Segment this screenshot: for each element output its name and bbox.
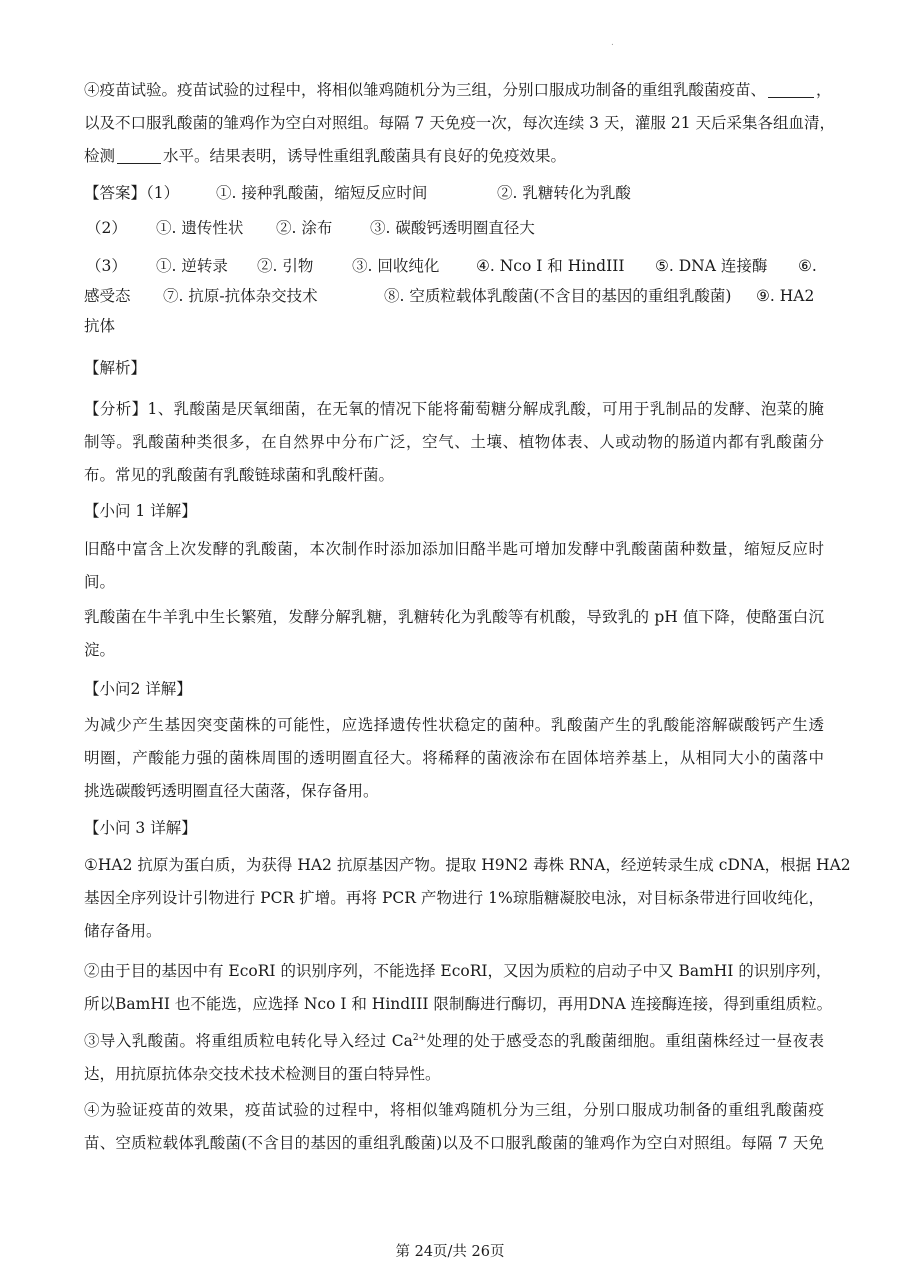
subquestion-3-paragraph-3: ③导入乳酸菌。将重组质粒电转化导入经过 $Ca^{2+}$处理的处于感受态的乳酸菌细胞。重组菌株经过一昼夜表 达，用抗原抗体杂交技术技术检测目的蛋白特异性。 (84, 1032, 824, 1083)
answer-item: ③. 回收纯化 (352, 257, 440, 275)
answer-label: 【答案】（1） (84, 184, 180, 202)
subquestion-3-paragraph-4: ④为验证疫苗的效果，疫苗试验的过程中，将相似雏鸡随机分为三组，分别口服成功制备的重组乳酸菌疫 苗、空质粒载体乳酸菌(不含目的基因的重组乳酸菌)以及不口服乳酸菌的雏鸡作为空白对照组。每隔 7 天免 (84, 1101, 824, 1152)
answer-blank (768, 79, 814, 98)
answer-row-5 (84, 310, 824, 343)
q4-line-3: 检测 水平。结果表明，诱导性重组乳酸菌具有良好的免疫效果。 (84, 147, 567, 165)
answer-item: ⑨. HA2 (756, 287, 815, 305)
answer-item: ⑤. DNA 连接酶 (655, 257, 768, 275)
answer-item: ⑧. 空质粒载体乳酸菌(不含目的基因的重组乳酸菌) (384, 287, 732, 305)
answer-row-4 (84, 280, 824, 313)
answer-item: ①. 逆转录 (156, 257, 228, 275)
answer-item: ⑥. (798, 257, 817, 275)
subquestion-2-title: 【小问2 详解】 (84, 680, 192, 698)
q4-line-1: ④疫苗试验。疫苗试验的过程中，将相似雏鸡随机分为三组，分别口服成功制备的重组乳酸菌疫苗、 ， (84, 81, 832, 99)
page-footer: 第 24页/共 26页 (395, 1244, 505, 1260)
subquestion-1-title: 【小问 1 详解】 (84, 502, 197, 520)
jiexi-heading: 【解析】 (84, 359, 147, 377)
subquestion-1-paragraph-2: 乳酸菌在牛羊乳中生长繁殖，发酵分解乳糖，乳糖转化为乳酸等有机酸，导致乳的 pH 值下降，使酪蛋白沉 淀。 (84, 608, 824, 659)
answer-item: 感受态 (84, 287, 131, 305)
subquestion-1-paragraph-1: 旧酪中富含上次发酵的乳酸菌，本次制作时添加添加旧酪半匙可增加发酵中乳酸菌菌种数量，缩短反应时 间。 (84, 540, 824, 591)
answer-item: ⑦. 抗原-抗体杂交技术 (163, 287, 318, 305)
answer-item: ③. 碳酸钙透明圈直径大 (370, 219, 535, 237)
answer-item: ①. 遗传性状 (156, 219, 244, 237)
answer-row-1 (84, 177, 824, 210)
answer-item: 抗体 (84, 317, 116, 335)
scan-dot: . (611, 38, 614, 48)
answer-label: （3） (86, 257, 127, 275)
question-4-block (84, 74, 836, 173)
subquestion-3-paragraph-2: ②由于目的基因中有 EcoRI 的识别序列，不能选择 EcoRI，又因为质粒的启动子中又 BamHI 的识别序列， 所以BamHI 也不能选，应选择 Nco I 和 HindIII 限制酶进行酶切，再用DNA 连接酶连接，得到重组质粒。 (84, 962, 833, 1013)
answer-item: ①. 接种乳酸菌，缩短反应时间 (216, 184, 428, 202)
answer-label: （2） (86, 219, 127, 237)
q4-line-2: 以及不口服乳酸菌的雏鸡作为空白对照组。每隔 7 天免疫一次，每次连续 3 天，灌服 21 天后采集各组血清， (84, 114, 836, 132)
fenxi-paragraph: 【分析】1、乳酸菌是厌氧细菌，在无氧的情况下能将葡萄糖分解成乳酸，可用于乳制品的发酵、泡菜的腌 制等。乳酸菌种类很多，在自然界中分布广泛，空气、土壤、植物体表、人或动物的肠道内都有乳酸菌分 布。常见的乳酸菌有乳酸链球菌和乳酸杆菌。 (84, 400, 824, 484)
answer-row-2 (84, 212, 824, 245)
answer-row-3 (84, 250, 824, 283)
answer-item: ②. 乳糖转化为乳酸 (497, 184, 631, 202)
answer-item: ②. 引物 (257, 257, 314, 275)
subquestion-3-paragraph-1: ①HA2 抗原为蛋白质，为获得 HA2 抗原基因产物。提取 H9N2 毒株 RNA，经逆转录生成 cDNA，根据 HA2 基因全序列设计引物进行 PCR 扩增。再将 PCR 产物进行 1%琼脂糖凝胶电泳，对目标条带进行回收纯化， 储存备用。 (84, 856, 851, 940)
answer-item: ④. Nco I 和 HindIII (476, 257, 625, 275)
subquestion-3-title: 【小问 3 详解】 (84, 819, 197, 837)
answer-blank (117, 145, 161, 164)
subquestion-2-paragraph: 为减少产生基因突变菌株的可能性，应选择遗传性状稳定的菌种。乳酸菌产生的乳酸能溶解碳酸钙产生透 明圈，产酸能力强的菌株周围的透明圈直径大。将稀释的菌液涂布在固体培养基上，从相同大小的菌落中 挑选碳酸钙透明圈直径大菌落，保存备用。 (84, 716, 824, 800)
answer-item: ②. 涂布 (276, 219, 333, 237)
